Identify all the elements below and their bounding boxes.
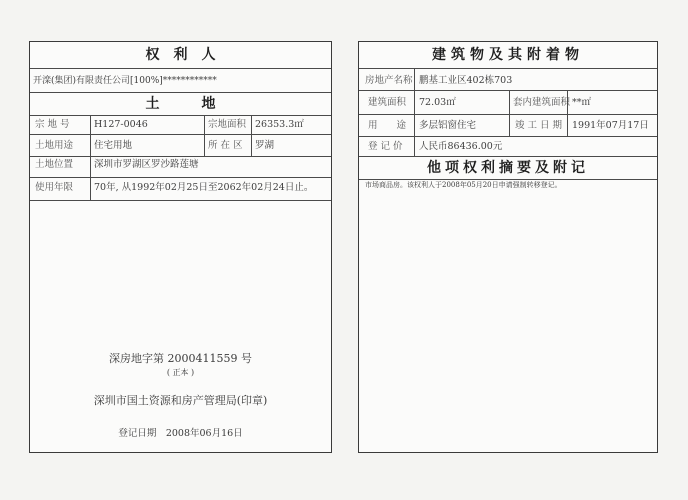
floor-area-value: 72.03㎡ [419,97,456,108]
usage-label: 用 途 [368,120,407,131]
column-line [567,91,568,137]
registered-price-value: 人民币86436.00元 [419,141,503,152]
owner-value: 开滦(集团)有限责任公司[100%]************ [33,76,217,86]
land-use-value: 住宅用地 [94,140,133,151]
completion-date-label: 竣 工 日 期 [515,120,563,131]
divider [30,200,331,201]
parcel-no-label: 宗 地 号 [35,119,70,130]
parcel-area-value: 26353.3㎡ [255,119,304,130]
term-label: 使用年限 [35,182,74,193]
divider [30,156,331,157]
column-line [509,91,510,137]
column-line [204,115,205,157]
term-value: 70年, 从1992年02月25日至2062年02月24日止。 [94,182,314,193]
parcel-no-value: H127-0046 [94,119,148,130]
owner-header: 权 利 人 [30,42,331,69]
usage-value: 多层铝窗住宅 [419,120,477,131]
copy-type: ( 正本 ) [166,368,195,377]
divider [30,177,331,178]
remark-text: 市场商品房。该权利人于2008年05月20日申请强制转移登记。 [365,181,562,189]
property-name-value: 鹏基工业区402栋703 [419,75,513,86]
land-location-label: 土地位置 [35,159,74,170]
column-line [90,115,91,201]
land-location-value: 深圳市罗湖区罗沙路莲塘 [94,159,199,170]
divider [359,136,657,137]
completion-date-value: 1991年07月17日 [572,120,649,131]
registered-price-label: 登 记 价 [368,141,403,152]
land-use-label: 土地用途 [35,140,74,151]
left-page [29,41,332,453]
land-header: 土 地 [30,93,331,116]
district-value: 罗湖 [255,140,275,151]
property-name-label: 房地产名称 [365,75,413,86]
column-line [251,115,252,157]
column-line [414,69,415,157]
unit-area-value: **㎡ [572,97,592,108]
divider [359,90,657,91]
issuing-authority: 深圳市国土资源和房产管理局(印章) [93,394,268,407]
divider [30,134,331,135]
district-label: 所 在 区 [208,140,243,151]
certificate-number: 深房地字第 2000411559 号 [109,352,252,365]
parcel-area-label: 宗地面积 [208,119,247,130]
right-page [358,41,658,453]
unit-area-label: 套内建筑面积 [513,97,571,108]
other-rights-header: 他项权利摘要及附记 [359,157,657,180]
divider [359,114,657,115]
registration-date: 登记日期 2008年06月16日 [118,428,243,439]
floor-area-label: 建筑面积 [368,97,407,108]
building-header: 建筑物及其附着物 [359,42,657,69]
